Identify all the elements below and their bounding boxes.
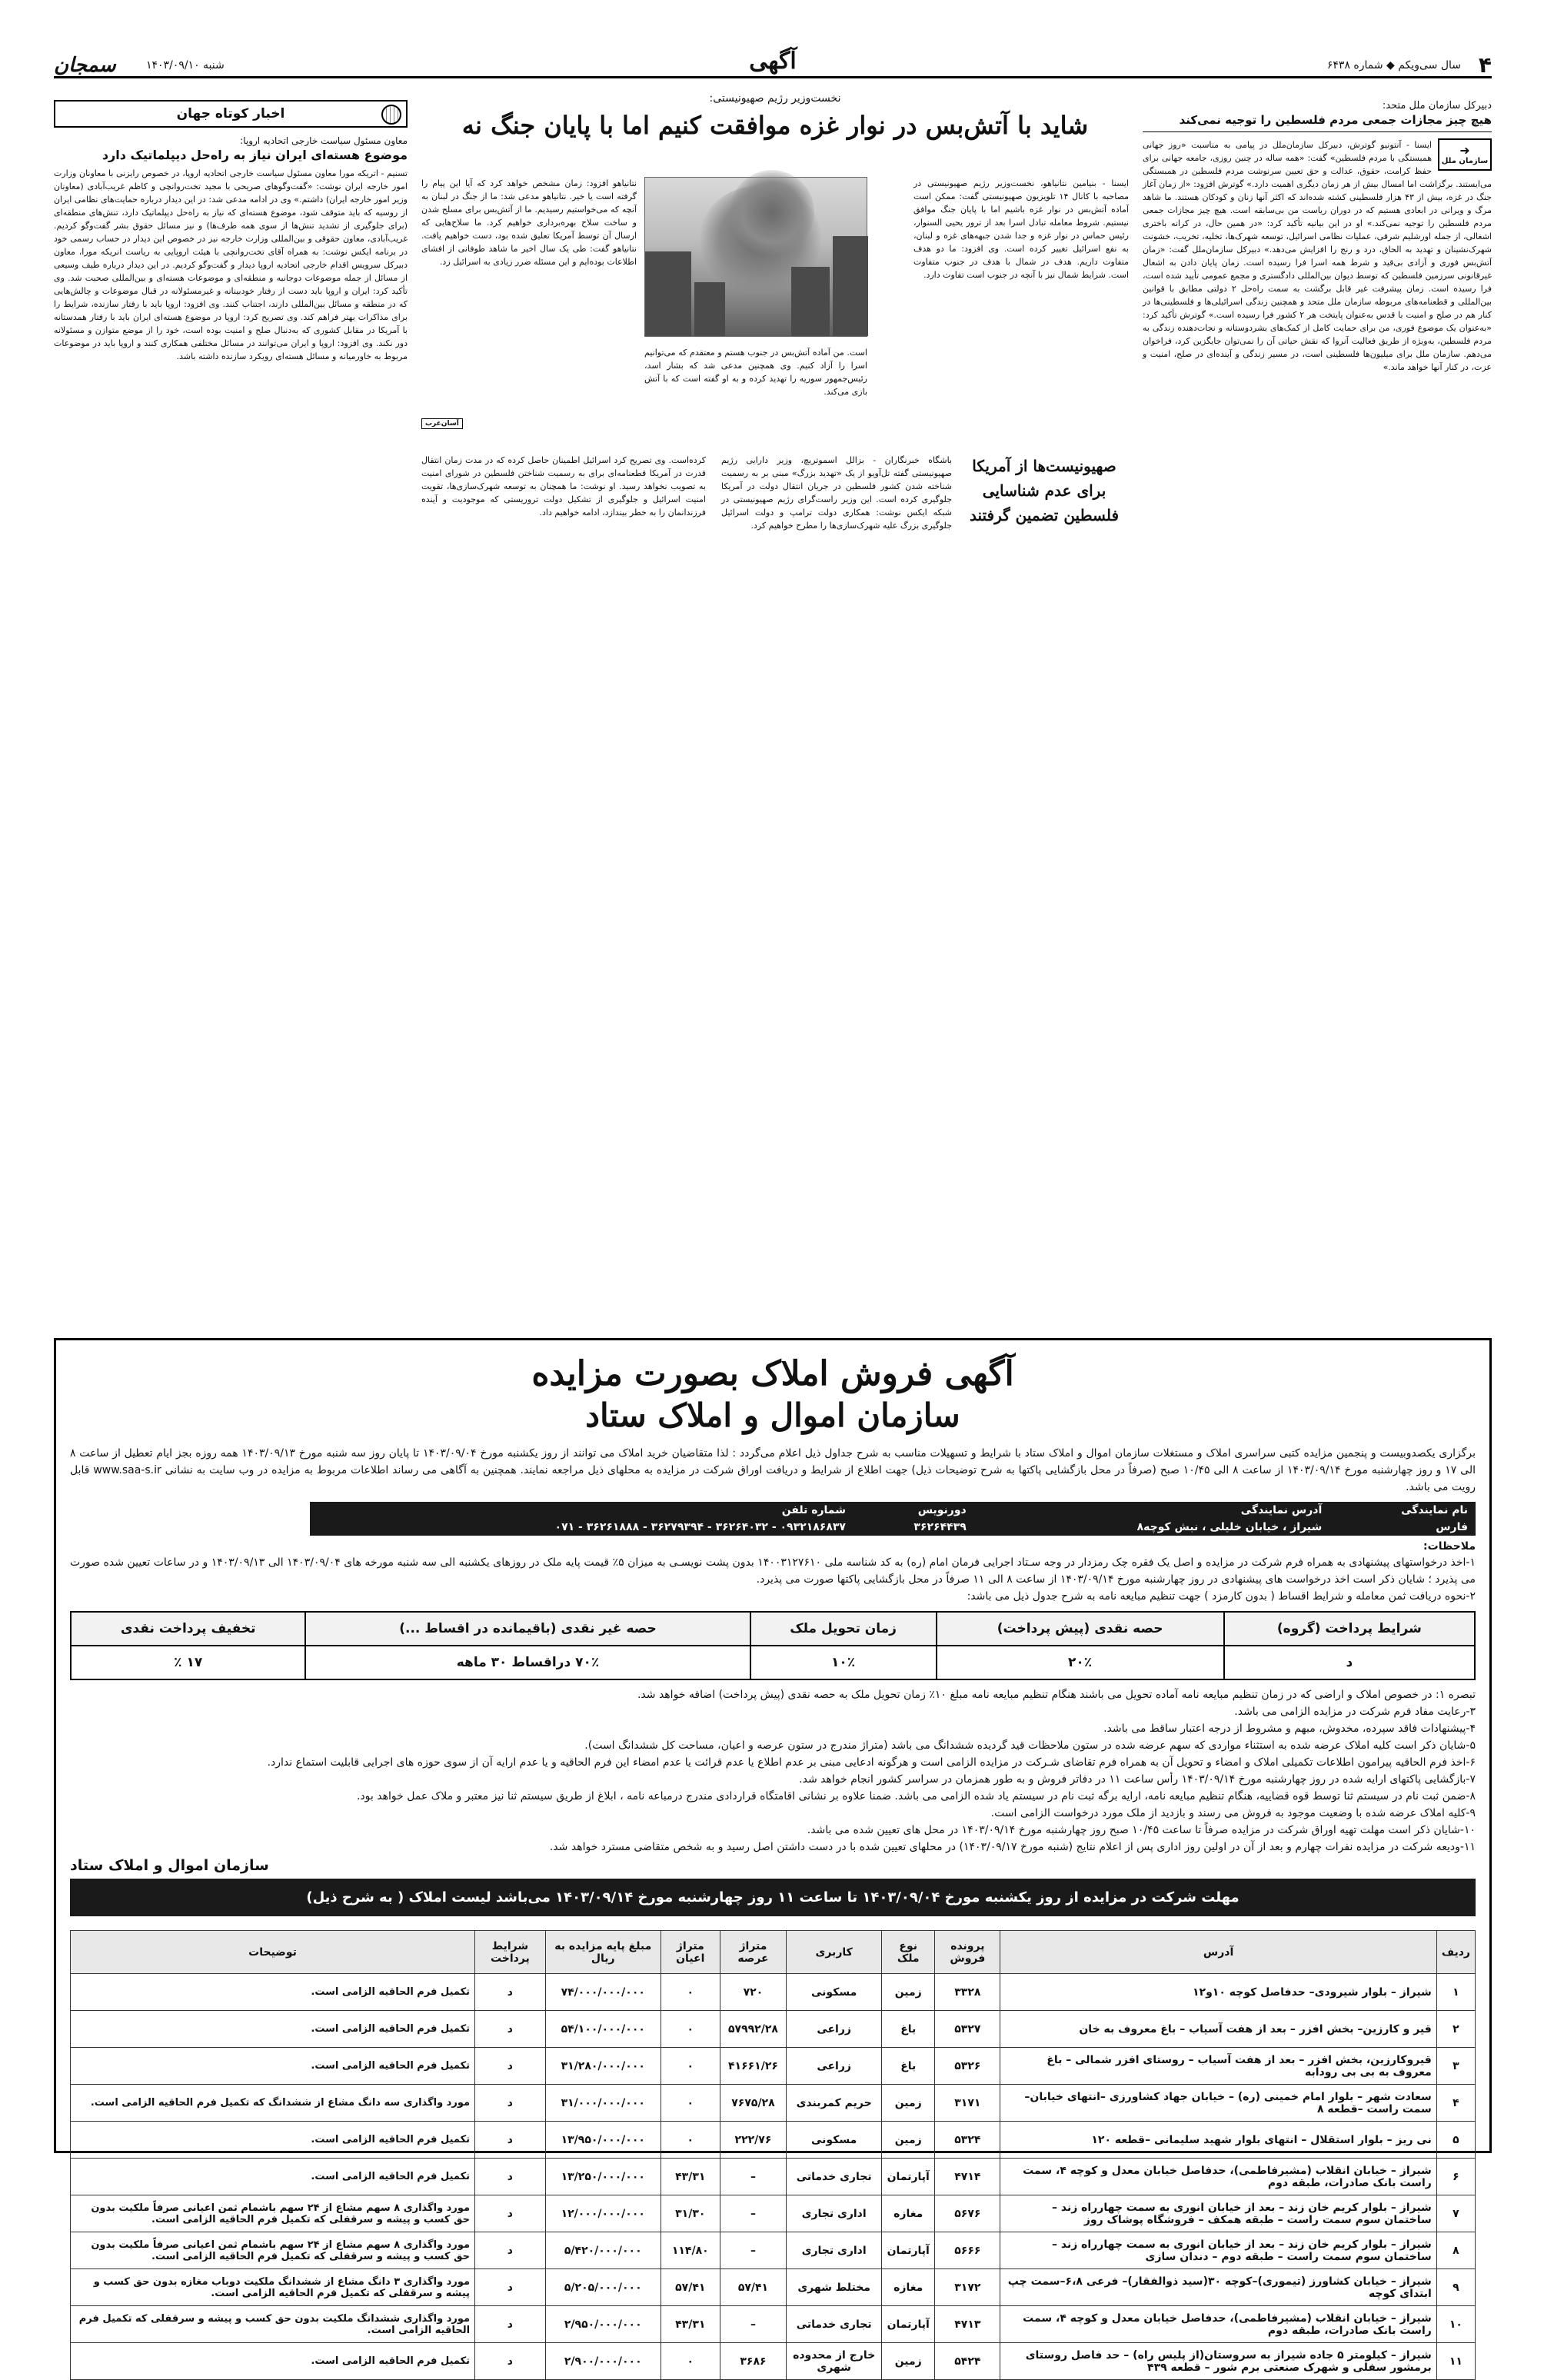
table-cell: د [475, 2159, 546, 2195]
left-kicker: معاون مسئول سیاست خارجی اتحادیه اروپا: [240, 135, 408, 146]
agency-header: آدرس نمایندگی [1240, 1504, 1323, 1516]
section-title: آگهی [749, 48, 797, 75]
mid-body-bottom-right: باشگاه خبرنگاران - بزالل اسموتریچ، وزیر دارایی رژیم صهیونیستی گفته تل‌آویو از یک «تهدید بزرگ» مبنی بر به رسمیت شناخته شدن کشور فلسطین در جریان انتقال دولت در آمریکا جلوگیری کرده است. این وزیر راست‌گرای رژیم صهیونیستی در شبکه ایکس نوشت: همکاری دولت ترامپ و دولت اسرائیل جلوگیری بزرگ علیه شهرک‌سازی‌ها را مطرح خواهیم کرد. [721, 455, 952, 531]
mid-body-center: است. من آماده آتش‌بس در جنوب هستم و معتقدم که می‌توانیم اسرا را آزاد کنیم. وی همچنین مدعی شد که بشار اسد، رئیس‌جمهور سوریه را تهدید کرده و به او گفته است که با آتش بازی می‌کند. [644, 348, 867, 397]
remark-item: ۵-شایان ذکر است کلیه املاک عرضه شده به استثناء مواردی که سهم عرضه شده در ستون ملاحظات قید گردیده ششدانگ می باشد (متراژ مندرج در ستون عرصه و اعیان، مساحت کل ششدانگ است). [584, 1739, 1476, 1752]
table-cell: ۳۱/۰۰۰/۰۰۰/۰۰۰ [545, 2085, 661, 2122]
ad-subtitle: سازمان اموال و املاک ستاد [585, 1396, 960, 1434]
table-cell: ۵۳۲۶ [935, 2048, 1000, 2085]
news-photo [644, 177, 867, 337]
table-cell: ۳۱/۲۸۰/۰۰۰/۰۰۰ [545, 2048, 661, 2085]
smoke-shape [730, 170, 814, 255]
table-cell: ۳۶۸۶ [720, 2343, 787, 2380]
mid-body-left: نتانیاهو افزود: زمان مشخص خواهد کرد که آیا این پیام را گرفته است یا خیر. نتانیاهو مدعی شد: ما از جنگ در لبنان به آنچه که می‌خواستیم رسیدیم. ما از آتش‌بس برای مسلح شدن و ساخت سلاح بهره‌برداری خواهیم کرد. ما سلاح‌هایی که ارسال آن توسط آمریکا تعلیق شده بود، دست خواهیم یافت. نتانیاهو گفت: طی یک سال اخیر ما شاهد طوفانی از افشای اطلاعات بوده‌ایم و این مسئله ضرر زیادی به اسرائیل زد. [421, 178, 637, 267]
table-cell: ۱ [1436, 1974, 1475, 2011]
table-cell: تکمیل فرم الحاقیه الزامی است. [71, 2159, 475, 2195]
column-header: ردیف [1436, 1931, 1475, 1974]
table-cell: ۵۴۲۴ [935, 2343, 1000, 2380]
table-cell: – [720, 2306, 787, 2343]
mid-kicker: نخست‌وزیر رژیم صهیونیستی: [709, 92, 841, 105]
note-item: ۲-نحوه دریافت ثمن معامله و شرایط اقساط ( بدون کارمزد ) جهت تنظیم مبایعه نامه به شرح جدول ذیل می باشد: [967, 1590, 1476, 1603]
table-cell: ۱۰ [1436, 2306, 1475, 2343]
column-header: توضیحات [71, 1931, 475, 1974]
remark-item: ۶-اخذ فرم الحاقیه پیرامون اطلاعات تکمیلی املاک و امضاء و تحویل آن به همراه فرم تقاضای شـرکت در مزایده الزامی است و هرگونه ادعایی مبنی بر عدم اطلاع یا عدم قرائت یا عدم امضاء این فرم الحاقیه و یا عدم ارایه آن از سوی حوزه های اجرایی قابلیت استماع ندارد. [267, 1756, 1476, 1769]
table-cell: مغازه [882, 2195, 935, 2232]
table-cell: مورد واگذاری ششدانگ ملکیت بدون حق کسب و پیشه و سرقفلی که تکمیل فرم الحاقیه الزامی است. [71, 2306, 475, 2343]
agency-header: دورنویس [917, 1504, 967, 1516]
table-cell: نی ریز – بلوار استقلال – انتهای بلوار شهید سلیمانی –قطعه ۱۲۰ [1000, 2122, 1436, 2159]
table-cell: مورد واگذاری ۸ سهم مشاع از ۲۴ سهم باشمام ثمن اعیانی صرفاً ملکیت بدون حق کسب و پیشه و سرقفلی که تکمیل فرم الحاقیه الزامی است. [71, 2195, 475, 2232]
issue-date: شنبه ۱۴۰۳/۰۹/۱۰ [146, 58, 225, 72]
column-header: آدرس [1000, 1931, 1436, 1974]
table-cell: زراعی [787, 2011, 882, 2048]
table-cell: ۳۱۷۱ [935, 2085, 1000, 2122]
table-cell: قیر و کارزین– بخش افزر – بعد از هفت آسیاب – باغ معروف به خان [1000, 2011, 1436, 2048]
table-cell: اداری تجاری [787, 2195, 882, 2232]
table-cell: ۳۳۲۸ [935, 1974, 1000, 2011]
table-cell: ۷۲۰ [720, 1974, 787, 2011]
remark-item: ۱۰-شایان ذکر است مهلت تهیه اوراق شرکت در مزایده صرفاً تا ساعت ۱۰/۴۵ صبح روز چهارشنبه مورخ ۱۴۰۳/۰۹/۱۴ در محل های تعیین شده می باشد. [807, 1824, 1476, 1836]
terms-cell: ۲۰٪ [937, 1646, 1224, 1679]
table-cell: شیراز – خیابان انقلاب (مشیرفاطمی)، حدفاصل خیابان معدل و کوچه ۴، سمت راست بانک صادرات، طبقه دوم [1000, 2159, 1436, 2195]
table-cell: ۵۶۷۶ [935, 2195, 1000, 2232]
building-shape [833, 236, 868, 336]
table-cell: آپارتمان [882, 2232, 935, 2269]
agency-cell: شیراز ، خیابان خلیلی ، نبش کوچه۸ [1136, 1521, 1323, 1533]
table-cell: شیراز – بلوار کریم خان زند – بعد از خیابان انوری به سمت چهارراه زند – ساختمان سوم سمت راست – طبقه همکف – فروشگاه پوشاک روز [1000, 2195, 1436, 2232]
table-row [71, 2232, 1476, 2269]
table-cell: د [475, 2306, 546, 2343]
table-cell: مورد واگذاری ۳ دانگ مشاع از ششدانگ ملکیت دوباب مغازه بدون حق کسب و پیشه و سرقفلی که تکمیل فرم الحاقیه الزامی است. [71, 2269, 475, 2306]
ad-title: آگهی فروش املاک بصورت مزایده [531, 1354, 1014, 1393]
page-number: ۴ [1478, 52, 1492, 78]
table-cell: ۵/۲۰۵/۰۰۰/۰۰۰ [545, 2269, 661, 2306]
mid-headline: شاید با آتش‌بس در نوار غزه موافقت کنیم اما با پایان جنگ نه [461, 111, 1089, 140]
table-cell: ۰ [661, 2048, 720, 2085]
left-news-column [54, 100, 408, 1307]
table-cell: ۶ [1436, 2159, 1475, 2195]
table-cell: آپارتمان [882, 2159, 935, 2195]
table-cell: – [720, 2195, 787, 2232]
remark-item: ۳-رعایت مفاد فرم شرکت در مزایده الزامی می باشد. [1234, 1706, 1476, 1718]
remark-item: ۹-کلیه املاک عرضه شده با وضعیت موجود به فروش می رسند و بازدید از ملک مورد درخواست الزامی است. [990, 1807, 1476, 1819]
table-cell: د [475, 2085, 546, 2122]
table-cell: ۰ [661, 2011, 720, 2048]
table-cell: ۵ [1436, 2122, 1475, 2159]
table-cell: زمین [882, 2085, 935, 2122]
table-cell: ۵۶۶۶ [935, 2232, 1000, 2269]
table-cell: قیروکارزین، بخش افزر – بعد از هفت آسیاب – روستای افزر شمالی – باغ معروف به بی بی رودابه [1000, 2048, 1436, 2085]
column-header: نوع ملک [882, 1931, 935, 1974]
table-cell: ۰ [661, 1974, 720, 2011]
table-cell: مورد واگذاری ۸ سهم مشاع از ۲۴ سهم باشمام ثمن اعیانی صرفاً ملکیت بدون حق کسب و پیشه و سرقفلی که تکمیل فرم الحاقیه الزامی است. [71, 2232, 475, 2269]
table-cell: د [475, 2195, 546, 2232]
left-headline: موضوع هسته‌ای ایران نیاز به راه‌حل دیپلماتیک دارد [101, 148, 408, 162]
table-cell: ۳۱/۳۰ [661, 2195, 720, 2232]
left-body: تسنیم - اتریکه مورا معاون مسئول سیاست خارجی اتحادیه اروپا، در خصوص رایزنی با معاونان وزارت امور خارجه ایران نوشت: «گفت‌وگوهای صریحی با مجید تخت‌روانچی و کاظم غریب‌آبادی (معاونان وزیر امور خارجه ایران) داشتم.» وی در ادامه مدعی شد: در این دیدار درباره حمایت‌های نظامی ایران از روسیه که باید متوقف شود، موضوع هسته‌ای که نیاز به راه‌حل دیپلماتیک دارد، تنش‌های منطقه‌ای (برای جلوگیری از تشدید تنش‌ها از سوی همه طرف‌ها) و نیز مسائل حقوق بشر گفت‌وگو کردیم. غریب‌آبادی، معاون حقوقی و بین‌المللی وزارت خارجه نیز در خصوص این دیدار در حساب رسمی خود در برنامه ایکس نوشت: به همراه آقای تخت‌روانچی با هیئت اروپایی به ریاست انریکه مورا، معاون دبیرکل سرویس اقدام خارجی اتحادیه اروپا دیدار و گفت‌وگو کردیم. در این دیدار درباره طیف وسیعی از مسائل از جمله موضوعات دوجانبه و منطقه‌ای و موضوعات هسته‌ای و بین‌المللی صحبت شد. وی تأکید کرد: ایران و اروپا باید دست از رفتار خودبینانه و غیرمسئولانه در قبال موضوعات و چالش‌هایی که در منطقه و مسائل بین‌المللی دارند، اجتناب کنند. وی افزود: اروپا باید با رفتار سازنده، شرایط را برای مذاکرات بهتر فراهم کند. وی تصریح کرد: اروپا در موضوع هسته‌ای ایران باید با رفتار همدستانه با آمریکا در مقابل کشوری که به‌دنبال صلح و امنیت بوده است، خود را از موضع متوازن و مسئولانه دور نکند. وی افزود: اروپا و ایران می‌توانند در مسائل مختلفی همکاری کنند و اروپا باید در موضوعات مربوط به خاورمیانه و مسائل هسته‌ای رویکرد سازنده داشته باشد. [54, 168, 408, 361]
table-cell: تجاری خدماتی [787, 2306, 882, 2343]
column-header: مبلغ پایه مزایده به ریال [545, 1931, 661, 1974]
table-cell: تکمیل فرم الحاقیه الزامی است. [71, 2048, 475, 2085]
table-cell: ۵۷/۴۱ [720, 2269, 787, 2306]
terms-header: حصه نقدی (پیش پرداخت) [937, 1612, 1224, 1646]
deadline-banner: مهلت شرکت در مزایده از روز یکشنبه مورخ ۱۴۰۳/۰۹/۰۴ تا ساعت ۱۱ روز چهارشنبه مورخ ۱۴۰۳/۰۹/۱۴ می‌باشد لیست املاک ( به شرح ذیل) [70, 1879, 1476, 1916]
table-row [71, 2011, 1476, 2048]
table-cell: خارج از محدوده شهری [787, 2343, 882, 2380]
column-header: پرونده فروش [935, 1931, 1000, 1974]
terms-header: زمان تحویل ملک [750, 1612, 937, 1646]
terms-cell: ۷۰٪ دراقساط ۳۰ ماهه [305, 1646, 750, 1679]
table-cell: ۴۱۶۶۱/۲۶ [720, 2048, 787, 2085]
table-row [71, 2122, 1476, 2159]
source-box [1438, 138, 1492, 171]
right-news-column [1143, 100, 1492, 1307]
arrow-icon: ➜ [1459, 142, 1470, 158]
auction-ad [54, 1338, 1492, 2374]
table-cell: شیراز – بلوار کریم خان زند – بعد از خیابان انوری به سمت چهارراه زند – ساختمان سوم سمت راست – طبقه دوم – دندان سازی [1000, 2232, 1436, 2269]
right-body: ایسنا - آنتونیو گوترش، دبیرکل سازمان‌ملل در پیامی به مناسبت «روز جهانی همبستگی با مردم فلسطین» گفت: «همه ساله در چنین روزی، جامعه جهانی برای حفظ کرامت، حقوق، عدالت و حق تعیین سرنوشت مردم فلسطین در همبستگی می‌ایستند. برگزاشت اما امسال بیش از هر زمان دیگری اهمیت دارد.» گوترش افزود: «از زمان آغاز جنگ در غزه، بیش از ۴۳ هزار فلسطینی کشته شده‌اند که اکثر آنها زنان و کودکان هستند. ما شاهد مرگ و ویرانی در ابعادی هستیم که در دوران ریاست من بی‌سابقه است. هیچ چیز مجازات جمعی مردم فلسطین را توجیه نمی‌کند.» او در این بیانیه تأکید کرد: «در همین حال، در کرانه باختری اشغالی، از جمله اورشلیم شرقی، عملیات نظامی اسرائیل، توسعه شهرک‌ها، تخلیه، تخریب، خشونت شهرک‌نشینان و تهدید به الحاق، درد و رنج را افزایش می‌دهد.» دبیرکل سازمان‌ملل گفت: «زمان آتش‌بس فوری و آزادی بی‌قید و شرط همه اسرا فرا رسیده است. زمان پایان دادن به اشغال غیرقانونی سرزمین فلسطین که توسط دیوان بین‌المللی دادگستری و مجمع عمومی تأیید شده است، فرا رسیده است. زمان پیشرفت غیر قابل برگشت به سمت راه‌حل ۲ دولتی مطابق با قوانین بین‌المللی و قطعنامه‌های مربوطه سازمان ملل متحد و همچنین زندگی اسرائیلی‌ها و فلسطینی‌ها در کنار هم در صلح و امنیت با قدس به‌عنوان پایتخت هر ۲ کشور فرا رسیده است.» گوترش تأکید کرد: «به‌عنوان یک موضوع فوری، من برای حمایت کامل از کمک‌های بشردوستانه و نجات‌دهنده زندگی به مردم فلسطین، به‌ویژه از طریق فعالیت آنروا که نقش حیاتی آن را نمی‌توان جایگزین کرد، فراخوان می‌دهم. سازمان ملل برای میلیون‌ها فلسطینی است، در مسیر زندگی و آینده‌ای در صلح، امنیت و عزت، در کنار آنها خواهد ماند.» [1143, 140, 1492, 372]
column-header: متراژ اعیان [661, 1931, 720, 1974]
org-signature: سازمان اموال و املاک ستاد [70, 1857, 269, 1874]
table-cell: زمین [882, 2122, 935, 2159]
table-cell: شیراز – خیابان کشاورز (تیموری)–کوچه ۳۰(سید ذوالفقار)– فرعی ۶،۸–سمت چپ ابتدای کوچه [1000, 2269, 1436, 2306]
table-row [71, 2269, 1476, 2306]
right-article [1143, 131, 1492, 374]
table-cell: ۲ [1436, 2011, 1475, 2048]
terms-cell: ۱۷ ٪ [71, 1646, 305, 1679]
table-cell: اداری تجاری [787, 2232, 882, 2269]
page-header [54, 48, 1492, 78]
table-cell: ۳۱۷۲ [935, 2269, 1000, 2306]
source-label: سازمان ملل [1441, 156, 1489, 165]
remark-item: ۸-ضمن ثبت نام در سیستم ثنا توسط قوه قضاییه، هنگام تنظیم مبایعه نامه، ارایه برگه ثبت نام در سیستم یاد شده الزامی می باشد. ضمنا علاوه بر نشانی اقامتگاه قراردادی مندرج درمباعه نامه ، ابلاغ از طریق سیستم ثنا نیز معتبر و ملاک عمل خواهد بود. [356, 1790, 1476, 1802]
table-cell: آپارتمان [882, 2306, 935, 2343]
table-cell: ۸ [1436, 2232, 1475, 2269]
remark-item: ۴-پیشنهادات فاقد سپرده، مخدوش، مبهم و مشروط از درجه اعتبار ساقط می باشد. [1103, 1723, 1476, 1735]
table-cell: مغازه [882, 2269, 935, 2306]
table-cell: مختلط شهری [787, 2269, 882, 2306]
table-row [71, 1974, 1476, 2011]
properties-table [70, 1930, 1476, 2380]
payment-terms-table [70, 1611, 1476, 1680]
table-cell: ۴۷۱۳ [935, 2306, 1000, 2343]
table-cell: د [475, 2011, 546, 2048]
table-cell: ۷۶۷۵/۲۸ [720, 2085, 787, 2122]
table-row [71, 2085, 1476, 2122]
table-cell: زمین [882, 1974, 935, 2011]
table-cell: ۵۳۲۷ [935, 2011, 1000, 2048]
side-quote-text: صهیونیست‌ها از آمریکا برای عدم شناسایی فلسطین تضمین گرفتند [969, 457, 1120, 524]
table-cell: ۵۴/۱۰۰/۰۰۰/۰۰۰ [545, 2011, 661, 2048]
newspaper-logo: سمجان [54, 53, 116, 77]
table-cell: ۱۳/۹۵۰/۰۰۰/۰۰۰ [545, 2122, 661, 2159]
table-cell: تکمیل فرم الحاقیه الزامی است. [71, 2122, 475, 2159]
table-cell: شیراز – بلوار شیرودی– حدفاصل کوچه ۱۰و۱۲ [1000, 1974, 1436, 2011]
table-cell: تکمیل فرم الحاقیه الزامی است. [71, 1974, 475, 2011]
middle-news-column [421, 92, 1129, 1300]
terms-cell: ۱۰٪ [750, 1646, 937, 1679]
remarks-list [56, 1686, 1489, 1856]
table-cell: ۱۱ [1436, 2343, 1475, 2380]
table-cell: د [475, 1974, 546, 2011]
table-cell: ۰ [661, 2122, 720, 2159]
mid-side-quote [960, 454, 1129, 528]
table-cell: ۵/۴۲۰/۰۰۰/۰۰۰ [545, 2232, 661, 2269]
table-cell: سعادت شهر – بلوار امام خمینی (ره) – خیابان جهاد کشاورزی –انتهای خیابان–سمت راست –قطعه ۸ [1000, 2085, 1436, 2122]
column-header: شرایط پرداخت [475, 1931, 546, 1974]
table-cell: ۱۲/۰۰۰/۰۰۰/۰۰۰ [545, 2195, 661, 2232]
terms-header: تخفیف پرداخت نقدی [71, 1612, 305, 1646]
remark-item: تبصره ۱: در خصوص املاک و اراضی که در زمان تنظیم مبایعه نامه آماده تحویل می باشند هنگام تنظیم مبایعه نامه مبلغ ۱۰٪ زمان تحویل ملک به حصه نقدی (پیش پرداخت) اضافه خواهد شد. [637, 1689, 1476, 1701]
mid-source-tag: آسان‌غرب [421, 418, 463, 429]
terms-cell: د [1224, 1646, 1475, 1679]
agency-cell: ۳۶۲۶۴۴۳۹ [913, 1521, 967, 1533]
table-cell: ۱۳/۲۵۰/۰۰۰/۰۰۰ [545, 2159, 661, 2195]
table-cell: شیراز – خیابان انقلاب (مشیرفاطمی)، حدفاصل خیابان معدل و کوچه ۴، سمت راست بانک صادرات، طبقه دوم [1000, 2306, 1436, 2343]
table-cell: ۵۷۹۹۲/۲۸ [720, 2011, 787, 2048]
right-headline: هیچ چیز مجازات جمعی مردم فلسطین را توجیه نمی‌کند [1179, 113, 1492, 127]
table-cell: تکمیل فرم الحاقیه الزامی است. [71, 2343, 475, 2380]
table-cell: ۴۳/۳۱ [661, 2306, 720, 2343]
agency-header: شماره تلفن [781, 1504, 846, 1516]
table-cell: ۰ [661, 2085, 720, 2122]
issue-info: سال سی‌ویکم ◆ شماره ۶۴۳۸ [1326, 58, 1461, 72]
table-header-row [71, 1931, 1476, 1974]
ad-intro: برگزاری یکصدوبیست و پنجمین مزایده کتبی سراسری املاک و مستغلات سازمان اموال و املاک ستاد با شرایط و تسهیلات مناسب به شرح جداول ذیل اعلام می‌گردد : لذا متقاضیان خرید املاک می توانند از روز یکشنبه مورخ ۱۴۰۳/۰۹/۰۴ تا پایان روز سه شنبه مورخ ۱۴۰۳/۰۹/۱۳ همه روزه بجز ایام تعطیل از ساعت ۸ الی ۱۷ و روز چهارشنبه مورخ ۱۴۰۳/۰۹/۱۴ از ساعت ۸ الی ۱۰/۴۵ صبح (صرفاً در محل بازگشایی پاکتها به شرح توضیحات ذیل) جهت اطلاع از شرایط و دریافت اوراق شرکت در مزایده به محلهای ذیل مراجعه نمایند. همچنین به آگاهی می رساند اطلاعات مربوط به مزایده در وب سایت به نشانی www.saa-s.ir قابل رویت می باشد. [70, 1447, 1476, 1493]
globe-icon [381, 105, 401, 125]
table-cell: د [475, 2269, 546, 2306]
table-cell: ۵۳۲۴ [935, 2122, 1000, 2159]
remark-item: ۷-بازگشایی پاکتهای ارایه شده در روز چهارشنبه مورخ ۱۴۰۳/۰۹/۱۴ رأس ساعت ۱۱ در دفاتر فروش و به طور همزمان در سراسر کشور انجام خواهد شد. [799, 1773, 1476, 1786]
table-row [71, 2306, 1476, 2343]
short-news-title: اخبار کوتاه جهان [176, 106, 285, 121]
note-item: ۱-اخذ درخواستهای پیشنهادی به همراه فرم شرکت در مزایده و اصل یک فقره چک رمزدار در وجه سـتاد اجرایی فرمان امام (ره) به کد شناسه ملی ۱۴۰۰۳۱۲۷۶۱۰ بدون پشت نویسـی به میزان ۵٪ قیمت پایه ملک در روزهای یکشنبه الی سه شنبه مورخه های ۱۴۰۳/۰۹/۰۴ الی ۱۴۰۳/۰۹/۱۳ و در ساعات تعیین شده صورت می پذیرد ؛ شایان ذکر است اخذ درخواست های پیشنهادی در روز چهارشنبه مورخ ۱۴۰۳/۰۹/۱۴ از ساعت ۸ الی ۱۱ صرفاً در محل بازگشایی پاکتها صورت می پذیرد. [70, 1556, 1476, 1586]
table-row [71, 2048, 1476, 2085]
terms-header: حصه غیر نقدی (باقیمانده در اقساط ...) [305, 1612, 750, 1646]
table-cell: د [475, 2232, 546, 2269]
table-cell: تجاری خدماتی [787, 2159, 882, 2195]
terms-header: شرایط پرداخت (گروه) [1224, 1612, 1475, 1646]
table-cell: د [475, 2122, 546, 2159]
table-cell: ۴ [1436, 2085, 1475, 2122]
building-shape [791, 267, 830, 336]
table-cell: د [475, 2343, 546, 2380]
table-cell: د [475, 2048, 546, 2085]
mid-body-bottom-left: کرده‌است. وی تصریح کرد اسرائیل اطمینان حاصل کرده که در مدت زمان انتقال قدرت در آمریکا قطعنامه‌ای برای به رسمیت شناختن فلسطین در شورای امنیت به تصویب نخواهد رسید. او نوشت: ما همچنان به توسعه شهرک‌سازی‌ها، تقویت امنیت اسرائیل و جلوگیری از تشکیل دولت تروریستی که موجودیت و آینده فرزندانمان را به خطر بیندازد، ادامه خواهیم داد. [421, 455, 706, 518]
table-cell: ۷۴/۰۰۰/۰۰۰/۰۰۰ [545, 1974, 661, 2011]
notes-heading: ملاحظات: [1423, 1540, 1476, 1553]
table-cell: ۲/۹۰۰/۰۰۰/۰۰۰ [545, 2343, 661, 2380]
table-cell: ۴۷۱۴ [935, 2159, 1000, 2195]
column-header: کاربری [787, 1931, 882, 1974]
agency-table [310, 1502, 1476, 1536]
table-cell: باغ [882, 2048, 935, 2085]
table-cell: باغ [882, 2011, 935, 2048]
table-cell: ۷ [1436, 2195, 1475, 2232]
table-row [71, 2159, 1476, 2195]
table-cell: ۹ [1436, 2269, 1475, 2306]
table-cell: شیراز – کیلومتر ۵ جاده شیراز به سروستان(از پلیس راه) – حد فاصل روستای برمشور سفلی و شهرک صنعتی برم شور – قطعه ۴۳۹ [1000, 2343, 1436, 2380]
table-row [71, 2195, 1476, 2232]
table-cell: – [720, 2232, 787, 2269]
table-cell: – [720, 2159, 787, 2195]
agency-cell: ۰۹۳۲۱۸۶۸۳۷ - ۳۶۲۶۴۰۳۲ - ۳۶۲۷۹۳۹۴ - ۳۶۲۶۱۸۸۸ - ۰۷۱ [554, 1521, 846, 1533]
column-header: متراژ عرصه [720, 1931, 787, 1974]
table-cell: مسکونی [787, 2122, 882, 2159]
mid-body-right: ایسنا - بنیامین نتانیاهو، نخست‌وزیر رژیم صهیونیستی در مصاحبه با کانال ۱۴ تلویزیون صهیونیستی گفت: ممکن است آماده آتش‌بس در نوار غزه باشیم اما با پایان جنگ موافق نیستیم. شروط معامله تبادل اسرا بعد از ترور یحیی السنوار، رئیس حماس در نوار غزه و جدا شدن جبهه‌های غزه و لبنان، به نفع اسرائیل تغییر کرده است. وی افزود: ما دو هدف متفاوت داریم. هدف در شمال با هدف در جنوب متفاوت است. شرایط شمال نیز با آنچه در جنوب است تفاوت دارد. [913, 178, 1129, 280]
agency-header: نام نمایندگی [1401, 1504, 1468, 1516]
table-cell: زمین [882, 2343, 935, 2380]
right-kicker: دبیرکل سازمان ملل متحد: [1382, 100, 1492, 112]
building-shape [645, 251, 691, 336]
table-cell: ۴۳/۳۱ [661, 2159, 720, 2195]
table-cell: تکمیل فرم الحاقیه الزامی است. [71, 2011, 475, 2048]
table-cell: مورد واگذاری سه دانگ مشاع از ششدانگ که تکمیل فرم الحاقیه الزامی است. [71, 2085, 475, 2122]
table-row [71, 2343, 1476, 2380]
table-cell: ۵۷/۴۱ [661, 2269, 720, 2306]
table-cell: ۰ [661, 2343, 720, 2380]
table-cell: ۳ [1436, 2048, 1475, 2085]
table-cell: ۲۲۲/۷۶ [720, 2122, 787, 2159]
table-cell: حریم کمربندی [787, 2085, 882, 2122]
building-shape [694, 282, 725, 336]
agency-cell: فارس [1436, 1521, 1468, 1533]
remark-item: ۱۱-ودیعه شرکت در مزایده نفرات چهارم و بعد از آن در اولین روز اداری پس از اعلام نتایج (شنبه مورخ ۱۴۰۳/۰۹/۱۷) در محلهای تعیین شده با در دست داشتن اصل رسید و به شخص متقاضی مسترد خواهد شد. [549, 1841, 1476, 1853]
table-cell: زراعی [787, 2048, 882, 2085]
table-cell: ۲/۹۵۰/۰۰۰/۰۰۰ [545, 2306, 661, 2343]
short-news-box [54, 100, 408, 128]
table-cell: مسکونی [787, 1974, 882, 2011]
table-cell: ۱۱۴/۸۰ [661, 2232, 720, 2269]
